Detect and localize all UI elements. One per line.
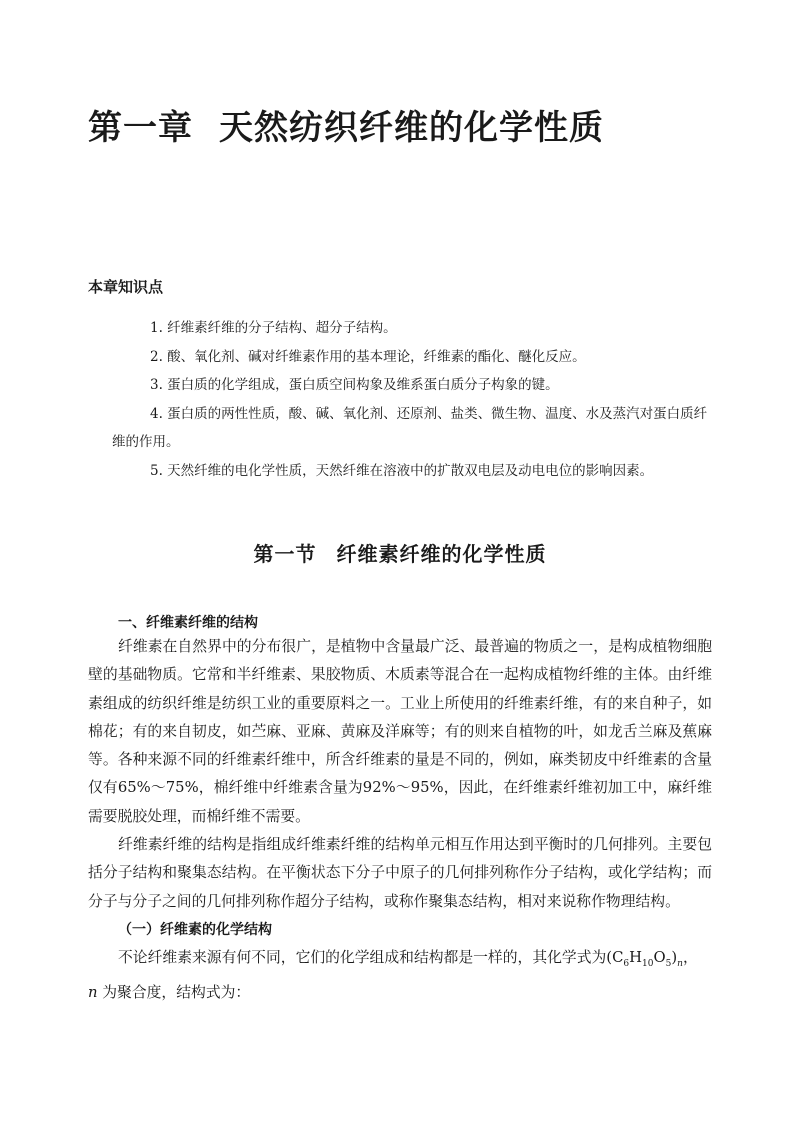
section-title-text: 纤维素纤维的化学性质 (336, 542, 547, 566)
section-title (0, 538, 800, 567)
formula-subscript: 5 (665, 959, 672, 970)
knowledge-point-item: 4. 蛋白质的两性性质，酸、碱、氧化剂、还原剂、盐类、微生物、温度、水及蒸汽对蛋白质纤维的作用。 (112, 405, 708, 450)
knowledge-point-item: 1. 纤维素纤维的分子结构、超分子结构。 (150, 320, 397, 336)
subsubsection-heading: （一）纤维素的化学结构 (118, 921, 272, 938)
knowledge-points-list (112, 314, 712, 485)
knowledge-point-item: 2. 酸、氧化剂、碱对纤维素作用的基本理论，纤维素的酯化、醚化反应。 (150, 348, 586, 365)
section-number: 第一节 (253, 542, 317, 566)
formula-text: 为聚合度，结构式为： (97, 983, 251, 1001)
formula-subscript: 10 (642, 959, 654, 970)
chapter-title-text: 天然纺织纤维的化学性质 (219, 108, 604, 148)
knowledge-points-heading: 本章知识点 (88, 278, 164, 296)
formula-text: O (653, 949, 666, 967)
chapter-title (88, 100, 604, 149)
formula-subscript: 6 (623, 959, 630, 970)
formula-text: 不论纤维素来源有何不同，它们的化学组成和结构都是一样的，其化学式为(C (118, 949, 624, 967)
formula-text: H (629, 949, 643, 967)
paragraph: 纤维素在自然界中的分布很广，是植物中含量最广泛、最普遍的物质之一，是构成植物细胞壁的基础物质。它常和半纤维素、果胶物质、木质素等混合在一起构成植物纤维的主体。由纤维素组成的纺织纤维是纺织工业的重要原料之一。工业上所使用的纤维素纤维，有的来自种子，如棉花；有的来自韧皮，如苎麻、亚麻、黄麻及洋麻等；有的则来自植物的叶，如龙舌兰麻及蕉麻等。各种来源不同的纤维素纤维中，所含纤维素的量是不同的，例如，麻类韧皮中纤维素的含量仅有65%～75%，棉纤维中纤维素含量为92%～95%，因此，在纤维素纤维初加工中，麻纤维需要脱胶处理，而棉纤维不需要。 (88, 638, 712, 825)
paragraph: 纤维素纤维的结构是指组成纤维素纤维的结构单元相互作用达到平衡时的几何排列。主要包括分子结构和聚集态结构。在平衡状态下分子中原子的几何排列称作分子结构，或化学结构；而分子与分子之间的几何排列称作超分子结构，或称作聚集态结构，相对来说称作物理结构。 (88, 836, 712, 910)
subsection-heading: 一、纤维素纤维的结构 (118, 615, 258, 631)
knowledge-point-item: 3. 蛋白质的化学组成，蛋白质空间构象及维系蛋白质分子构象的键。 (150, 377, 559, 393)
formula-variable: n (88, 983, 98, 1001)
body-text (88, 633, 712, 1007)
knowledge-point-item: 5. 天然纤维的电化学性质，天然纤维在溶液中的扩散双电层及动电电位的影响因素。 (150, 462, 654, 479)
chapter-number: 第一章 (88, 108, 193, 148)
paragraph-formula (88, 944, 712, 1007)
formula-subscript: n (677, 959, 683, 970)
formula-text: ， (682, 949, 698, 967)
formula-text: ) (671, 949, 678, 967)
